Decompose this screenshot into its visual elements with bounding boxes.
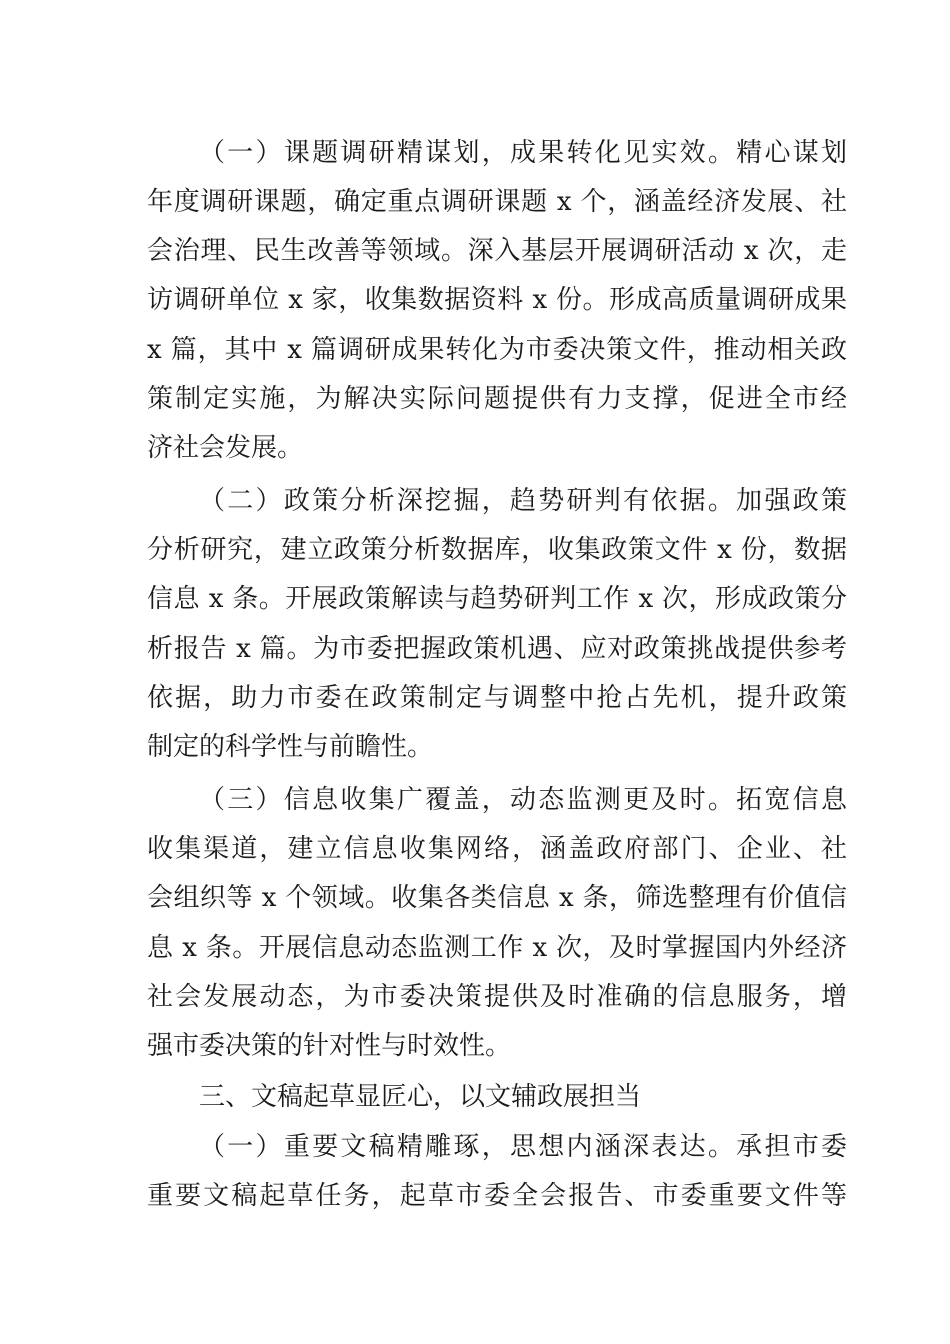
paragraph-3-line-1: （三）信息收集广覆盖，动态监测更及时。拓宽信息 bbox=[199, 785, 847, 815]
paragraph-1-line-1: （一）课题调研精谋划，成果转化见实效。精心谋划 bbox=[199, 138, 847, 168]
paragraph-3-line-2: 收集渠道，建立信息收集网络，涵盖政府部门、企业、社 bbox=[147, 834, 847, 864]
paragraph-1-line-3: 会治理、民生改善等领域。深入基层开展调研活动 x 次，走 bbox=[147, 236, 847, 266]
paragraph-2-line-5: 依据，助力市委在政策制定与调整中抢占先机，提升政策 bbox=[147, 683, 847, 713]
paragraph-2-line-1: （二）政策分析深挖掘，趋势研判有依据。加强政策 bbox=[199, 486, 847, 516]
paragraph-1-line-6: 策制定实施，为解决实际问题提供有力支撑，促进全市经 bbox=[147, 384, 847, 414]
paragraph-4-line-1: （一）重要文稿精雕琢，思想内涵深表达。承担市委 bbox=[199, 1132, 847, 1162]
paragraph-3-line-4: 息 x 条。开展信息动态监测工作 x 次，及时掌握国内外经济 bbox=[147, 933, 847, 963]
paragraph-3-line-3: 会组织等 x 个领域。收集各类信息 x 条，筛选整理有价值信 bbox=[147, 883, 847, 913]
paragraph-1-line-4: 访调研单位 x 家，收集数据资料 x 份。形成高质量调研成果 bbox=[147, 285, 847, 315]
paragraph-4-line-2: 重要文稿起草任务，起草市委全会报告、市委重要文件等 bbox=[147, 1181, 847, 1211]
paragraph-1-line-7: 济社会发展。 bbox=[147, 433, 304, 463]
paragraph-1-line-5: x 篇，其中 x 篇调研成果转化为市委决策文件，推动相关政 bbox=[147, 335, 847, 365]
paragraph-1-line-2: 年度调研课题，确定重点调研课题 x 个，涵盖经济发展、社 bbox=[147, 187, 847, 217]
paragraph-2-line-2: 分析研究，建立政策分析数据库，收集政策文件 x 份，数据 bbox=[147, 535, 847, 565]
section-heading: 三、文稿起草显匠心，以文辅政展担当 bbox=[199, 1082, 642, 1112]
paragraph-2-line-4: 析报告 x 篇。为市委把握政策机遇、应对政策挑战提供参考 bbox=[147, 634, 847, 664]
paragraph-3-line-5: 社会发展动态，为市委决策提供及时准确的信息服务，增 bbox=[147, 982, 847, 1012]
paragraph-3-line-6: 强市委决策的针对性与时效性。 bbox=[147, 1031, 512, 1061]
paragraph-2-line-3: 信息 x 条。开展政策解读与趋势研判工作 x 次，形成政策分 bbox=[147, 584, 847, 614]
paragraph-2-line-6: 制定的科学性与前瞻性。 bbox=[147, 732, 434, 762]
